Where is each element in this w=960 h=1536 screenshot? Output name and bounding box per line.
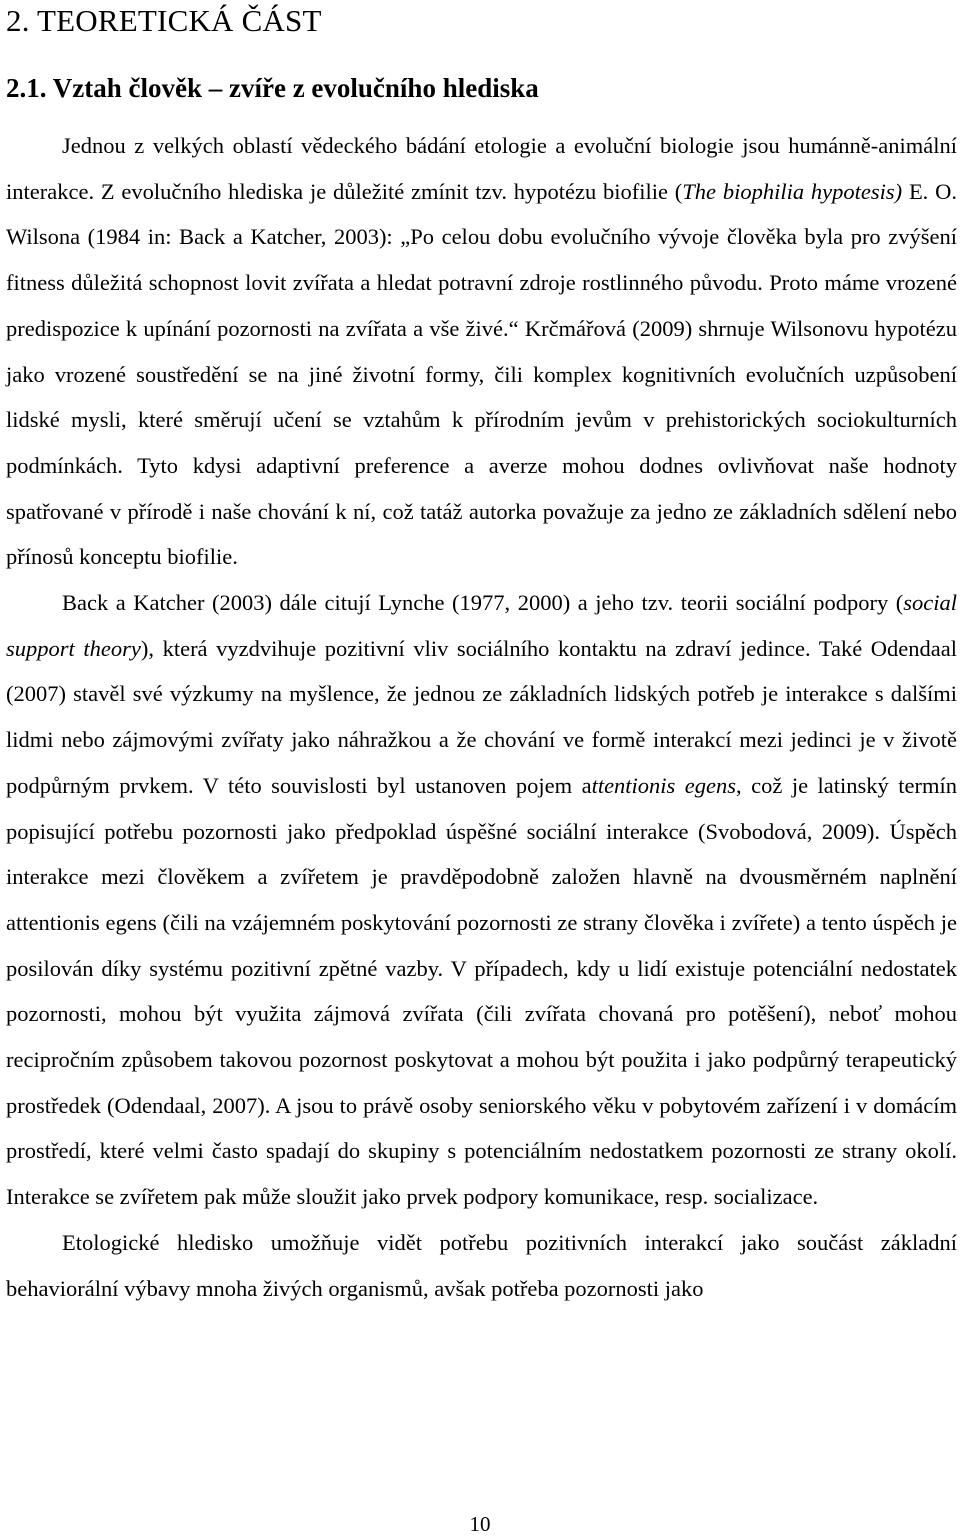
body-text [6,123,957,1311]
chapter-title: 2. TEORETICKÁ ČÁST [6,3,322,38]
section-title: 2.1. Vztah člověk – zvíře z evolučního hlediska [6,73,539,103]
paragraph-1 [6,123,957,580]
text-segment: E. O. Wilsona (1984 in: Back a Katcher, 2003): „Po celou dobu evolučního vývoje člověka byla pro zvýšení fitness důležitá schopnost lovit zvířata a hledat potravní zdroje rostlinného původu. Proto máme vrozené predispozice k upínání pozornosti na zvířata a vše živé.“ Krčmářová (2009) shrnuje Wilsonovu hypotézu jako vrozené soustředění se na jiné životní formy, čili komplex kognitivních evolučních uzpůsobení lidské mysli, které směrují učení se vztahům k přírodním jevům v prehistorických sociokulturních podmínkách. Tyto kdysi adaptivní preference a averze mohou dodnes ovlivňovat naše hodnoty spatřované v přírodě i naše chování k ní, což tatáž autorka považuje za jedno ze základních sdělení nebo přínosů konceptu biofilie. [6,178,957,570]
text-segment: Etologické hledisko umožňuje vidět potřebu pozitivních interakcí jako součást základní behaviorální výbavy mnoha živých organismů, avšak potřeba pozornosti jako [6,1229,957,1301]
italic-segment: The biophilia hypotesis) [682,178,903,204]
paragraph-2 [6,580,957,1220]
text-segment: , což je latinský termín popisující potřebu pozornosti jako předpoklad úspěšné sociální interakce (Svobodová, 2009). Úspěch interakce mezi člověkem a zvířetem je pravděpodobně založen hlavně na dvousměrném naplnění attentionis egens (čili na vzájemném poskytování pozornosti ze strany člověka i zvířete) a tento úspěch je posilován díky systému pozitivní zpětné vazby. V případech, kdy u lidí existuje potenciální nedostatek pozornosti, mohou být využita zájmová zvířata (čili zvířata chovaná pro potěšení), neboť mohou recipročním způsobem takovou pozornost poskytovat a mohou být použita i jako podpůrný terapeutický prostředek (Odendaal, 2007). A jsou to právě osoby seniorského věku v pobytovém zařízení i v domácím prostředí, které velmi často spadají do skupiny s potenciálním nedostatkem pozornosti ze strany okolí. Interakce se zvířetem pak může sloužit jako prvek podpory komunikace, resp. socializace. [6,772,957,1210]
italic-segment: ttentionis egens [591,772,737,798]
paragraph-3 [6,1220,957,1311]
text-segment: Jednou z velkých oblastí vědeckého bádání etologie a evoluční biologie jsou humánně-animální interakce. Z evolučního hlediska je důležité zmínit tzv. hypotézu biofilie ( [6,133,957,204]
text-segment: ), která vyzdvihuje pozitivní vliv sociálního kontaktu na zdraví jedince. Také Odendaal (2007) stavěl své výzkumy na myšlence, že jednou ze základních lidských potřeb je interakce s dalšími lidmi nebo zájmovými zvířaty jako náhražkou a že chování ve formě interakcí mezi jedinci je v životě podpůrným prvkem. V této souvislosti byl ustanoven pojem a [6,635,957,798]
italic-segment: social support theory [6,590,957,661]
page-number: 10 [469,1512,491,1536]
text-segment: Back a Katcher (2003) dále citují Lynche (1977, 2000) a jeho tzv. teorii sociální podpory ( [62,590,904,616]
